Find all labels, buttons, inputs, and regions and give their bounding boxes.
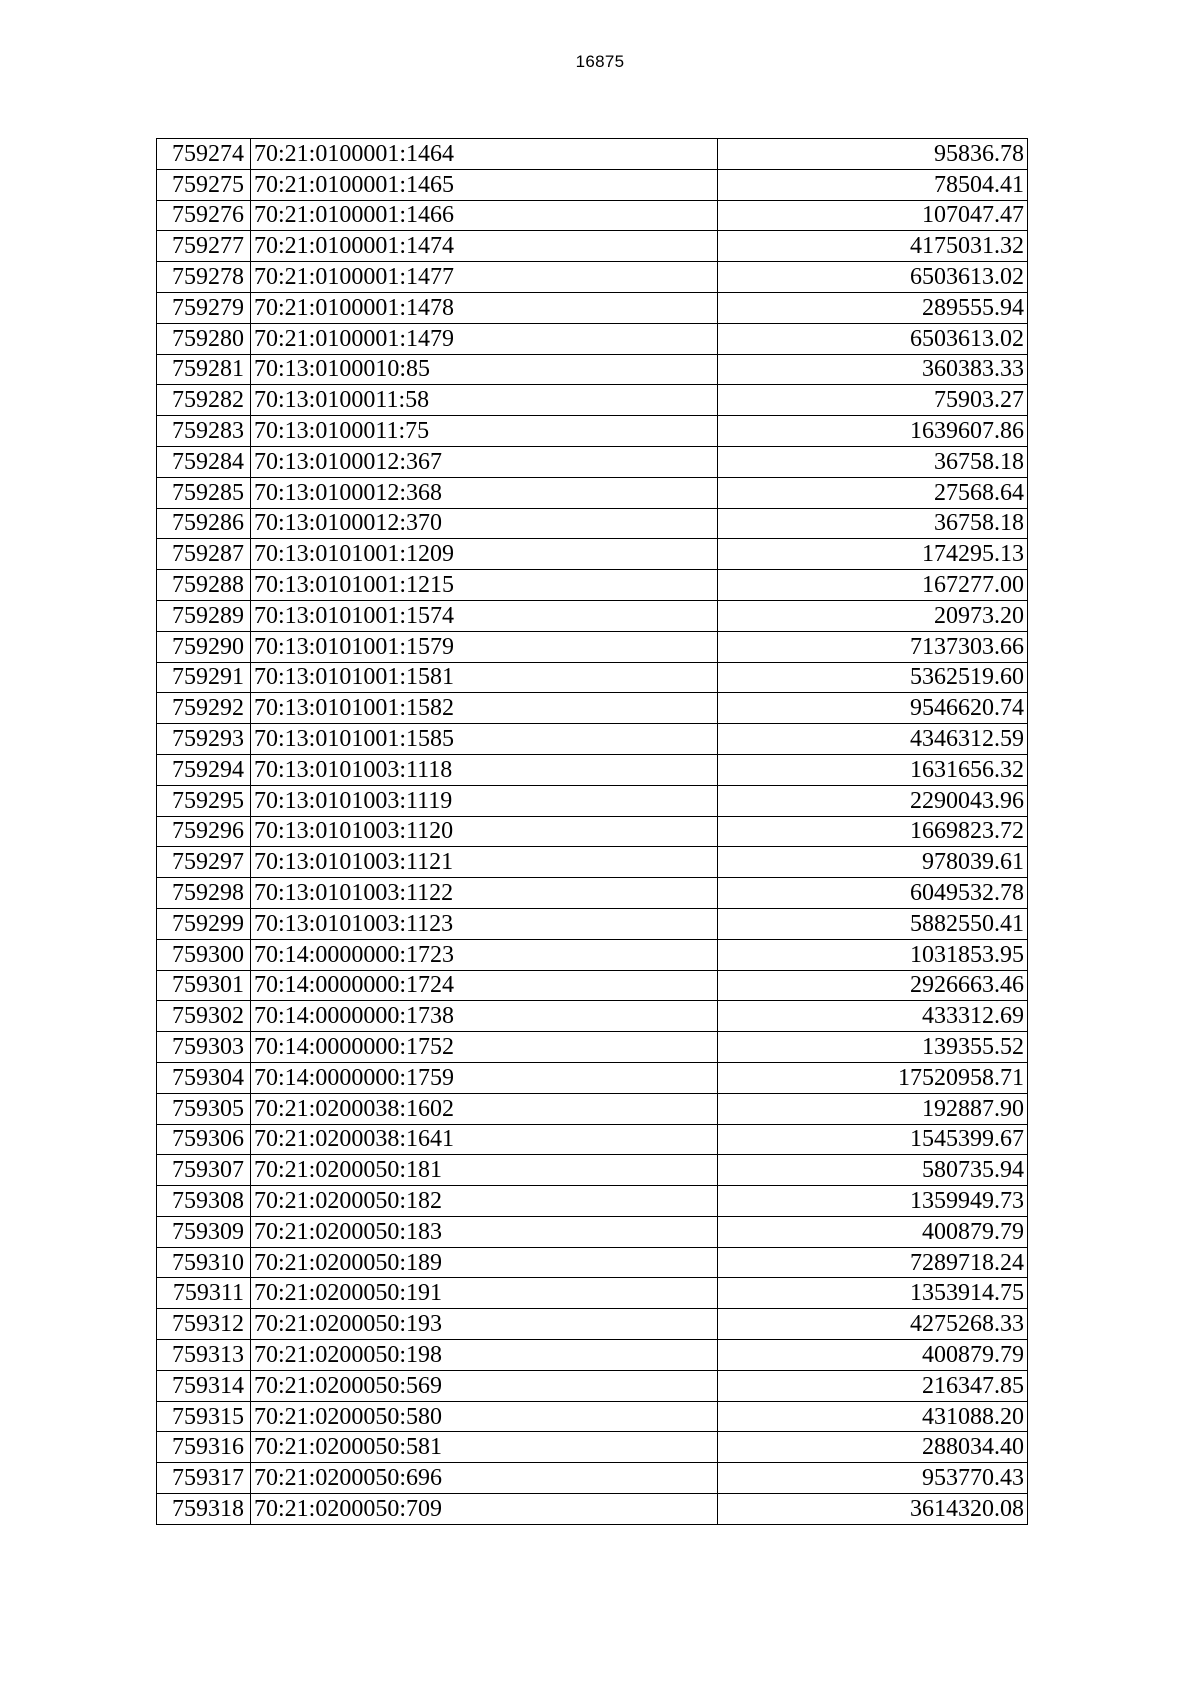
table-row [157,908,1028,939]
cadastral-number-cell: 70:21:0200050:696 [251,1463,718,1494]
table-row [157,631,1028,662]
row-id-cell: 759278 [157,262,251,293]
value-cell: 1031853.95 [718,939,1028,970]
value-cell: 36758.18 [718,508,1028,539]
row-id-cell: 759309 [157,1216,251,1247]
value-cell: 7137303.66 [718,631,1028,662]
cadastral-number-cell: 70:13:0100012:368 [251,477,718,508]
value-cell: 5362519.60 [718,662,1028,693]
value-cell: 192887.90 [718,1093,1028,1124]
table-row [157,1062,1028,1093]
cadastral-number-cell: 70:21:0100001:1474 [251,231,718,262]
table-row [157,1432,1028,1463]
cadastral-value-table [156,138,1028,1525]
row-id-cell: 759279 [157,292,251,323]
cadastral-number-cell: 70:13:0101001:1585 [251,724,718,755]
cadastral-number-cell: 70:14:0000000:1724 [251,970,718,1001]
row-id-cell: 759275 [157,169,251,200]
cadastral-number-cell: 70:14:0000000:1723 [251,939,718,970]
value-cell: 174295.13 [718,539,1028,570]
value-cell: 1631656.32 [718,754,1028,785]
table-row [157,446,1028,477]
cadastral-number-cell: 70:21:0200050:580 [251,1401,718,1432]
value-cell: 5882550.41 [718,908,1028,939]
row-id-cell: 759286 [157,508,251,539]
row-id-cell: 759303 [157,1032,251,1063]
cadastral-number-cell: 70:21:0200050:183 [251,1216,718,1247]
row-id-cell: 759295 [157,785,251,816]
table-row [157,600,1028,631]
cadastral-number-cell: 70:13:0101001:1574 [251,600,718,631]
row-id-cell: 759276 [157,200,251,231]
row-id-cell: 759314 [157,1370,251,1401]
table-row [157,1494,1028,1525]
table-row [157,1032,1028,1063]
cadastral-number-cell: 70:14:0000000:1752 [251,1032,718,1063]
value-cell: 1639607.86 [718,416,1028,447]
cadastral-number-cell: 70:13:0100011:58 [251,385,718,416]
table-row [157,1155,1028,1186]
value-cell: 1359949.73 [718,1186,1028,1217]
table-row [157,724,1028,755]
cadastral-number-cell: 70:21:0200050:709 [251,1494,718,1525]
table-row [157,662,1028,693]
cadastral-number-cell: 70:21:0200050:191 [251,1278,718,1309]
cadastral-number-cell: 70:21:0200050:182 [251,1186,718,1217]
value-cell: 20973.20 [718,600,1028,631]
table-row [157,1093,1028,1124]
row-id-cell: 759318 [157,1494,251,1525]
row-id-cell: 759307 [157,1155,251,1186]
table-row [157,785,1028,816]
value-cell: 288034.40 [718,1432,1028,1463]
row-id-cell: 759297 [157,847,251,878]
row-id-cell: 759304 [157,1062,251,1093]
row-id-cell: 759305 [157,1093,251,1124]
cadastral-number-cell: 70:21:0200050:189 [251,1247,718,1278]
table-row [157,1401,1028,1432]
value-cell: 6503613.02 [718,262,1028,293]
row-id-cell: 759281 [157,354,251,385]
table-row [157,416,1028,447]
table-row [157,939,1028,970]
cadastral-number-cell: 70:13:0101003:1119 [251,785,718,816]
table-row [157,847,1028,878]
value-cell: 400879.79 [718,1340,1028,1371]
table-row [157,693,1028,724]
table-row [157,231,1028,262]
table-row [157,323,1028,354]
table-row [157,816,1028,847]
table-row [157,1370,1028,1401]
table-row [157,477,1028,508]
table-row [157,169,1028,200]
cadastral-number-cell: 70:13:0101003:1121 [251,847,718,878]
row-id-cell: 759289 [157,600,251,631]
value-cell: 360383.33 [718,354,1028,385]
table-row [157,1463,1028,1494]
table-row [157,1309,1028,1340]
value-cell: 433312.69 [718,1001,1028,1032]
cadastral-number-cell: 70:13:0100012:370 [251,508,718,539]
row-id-cell: 759312 [157,1309,251,1340]
table-row [157,570,1028,601]
row-id-cell: 759292 [157,693,251,724]
value-cell: 7289718.24 [718,1247,1028,1278]
row-id-cell: 759308 [157,1186,251,1217]
row-id-cell: 759313 [157,1340,251,1371]
page-number: 16875 [575,52,625,71]
row-id-cell: 759299 [157,908,251,939]
table-row [157,1186,1028,1217]
value-cell: 4275268.33 [718,1309,1028,1340]
table-row [157,200,1028,231]
value-cell: 6049532.78 [718,878,1028,909]
row-id-cell: 759291 [157,662,251,693]
value-cell: 1545399.67 [718,1124,1028,1155]
cadastral-number-cell: 70:13:0100010:85 [251,354,718,385]
value-cell: 139355.52 [718,1032,1028,1063]
table-row [157,354,1028,385]
row-id-cell: 759301 [157,970,251,1001]
cadastral-number-cell: 70:13:0100012:367 [251,446,718,477]
value-cell: 953770.43 [718,1463,1028,1494]
cadastral-number-cell: 70:21:0100001:1477 [251,262,718,293]
row-id-cell: 759277 [157,231,251,262]
cadastral-number-cell: 70:21:0200038:1602 [251,1093,718,1124]
table-row [157,539,1028,570]
cadastral-number-cell: 70:21:0200050:569 [251,1370,718,1401]
value-cell: 431088.20 [718,1401,1028,1432]
row-id-cell: 759288 [157,570,251,601]
row-id-cell: 759310 [157,1247,251,1278]
value-cell: 78504.41 [718,169,1028,200]
cadastral-number-cell: 70:13:0101001:1581 [251,662,718,693]
cadastral-number-cell: 70:21:0100001:1479 [251,323,718,354]
table-row [157,385,1028,416]
value-cell: 167277.00 [718,570,1028,601]
cadastral-number-cell: 70:14:0000000:1759 [251,1062,718,1093]
value-cell: 978039.61 [718,847,1028,878]
value-cell: 107047.47 [718,200,1028,231]
table-row [157,1216,1028,1247]
value-cell: 75903.27 [718,385,1028,416]
value-cell: 2290043.96 [718,785,1028,816]
cadastral-number-cell: 70:21:0200038:1641 [251,1124,718,1155]
table-row [157,1340,1028,1371]
row-id-cell: 759317 [157,1463,251,1494]
value-cell: 216347.85 [718,1370,1028,1401]
cadastral-number-cell: 70:13:0101001:1582 [251,693,718,724]
value-cell: 3614320.08 [718,1494,1028,1525]
row-id-cell: 759316 [157,1432,251,1463]
row-id-cell: 759300 [157,939,251,970]
cadastral-number-cell: 70:21:0200050:581 [251,1432,718,1463]
row-id-cell: 759283 [157,416,251,447]
cadastral-number-cell: 70:21:0100001:1478 [251,292,718,323]
cadastral-number-cell: 70:13:0101003:1118 [251,754,718,785]
value-cell: 95836.78 [718,139,1028,170]
value-cell: 400879.79 [718,1216,1028,1247]
value-cell: 36758.18 [718,446,1028,477]
row-id-cell: 759290 [157,631,251,662]
value-cell: 17520958.71 [718,1062,1028,1093]
table-row [157,262,1028,293]
row-id-cell: 759311 [157,1278,251,1309]
value-cell: 2926663.46 [718,970,1028,1001]
table-row [157,1278,1028,1309]
row-id-cell: 759296 [157,816,251,847]
cadastral-number-cell: 70:21:0100001:1464 [251,139,718,170]
table-row [157,1001,1028,1032]
cadastral-number-cell: 70:21:0100001:1466 [251,200,718,231]
cadastral-number-cell: 70:21:0200050:193 [251,1309,718,1340]
row-id-cell: 759293 [157,724,251,755]
row-id-cell: 759274 [157,139,251,170]
table-row [157,754,1028,785]
value-cell: 289555.94 [718,292,1028,323]
row-id-cell: 759282 [157,385,251,416]
row-id-cell: 759280 [157,323,251,354]
cadastral-number-cell: 70:13:0100011:75 [251,416,718,447]
value-cell: 6503613.02 [718,323,1028,354]
value-cell: 580735.94 [718,1155,1028,1186]
cadastral-number-cell: 70:14:0000000:1738 [251,1001,718,1032]
row-id-cell: 759285 [157,477,251,508]
value-cell: 1669823.72 [718,816,1028,847]
cadastral-number-cell: 70:13:0101003:1122 [251,878,718,909]
row-id-cell: 759302 [157,1001,251,1032]
cadastral-number-cell: 70:13:0101001:1215 [251,570,718,601]
cadastral-number-cell: 70:21:0100001:1465 [251,169,718,200]
cadastral-number-cell: 70:13:0101003:1120 [251,816,718,847]
row-id-cell: 759315 [157,1401,251,1432]
row-id-cell: 759298 [157,878,251,909]
table-row [157,292,1028,323]
table-row [157,1247,1028,1278]
value-cell: 4346312.59 [718,724,1028,755]
table-row [157,970,1028,1001]
cadastral-number-cell: 70:13:0101001:1579 [251,631,718,662]
row-id-cell: 759284 [157,446,251,477]
value-cell: 27568.64 [718,477,1028,508]
row-id-cell: 759294 [157,754,251,785]
cadastral-number-cell: 70:13:0101001:1209 [251,539,718,570]
table-row [157,878,1028,909]
value-cell: 9546620.74 [718,693,1028,724]
cadastral-number-cell: 70:21:0200050:198 [251,1340,718,1371]
table-row [157,508,1028,539]
table-row [157,1124,1028,1155]
cadastral-number-cell: 70:13:0101003:1123 [251,908,718,939]
table-row [157,139,1028,170]
cadastral-number-cell: 70:21:0200050:181 [251,1155,718,1186]
row-id-cell: 759306 [157,1124,251,1155]
value-cell: 4175031.32 [718,231,1028,262]
value-cell: 1353914.75 [718,1278,1028,1309]
row-id-cell: 759287 [157,539,251,570]
table-body [157,139,1028,1525]
